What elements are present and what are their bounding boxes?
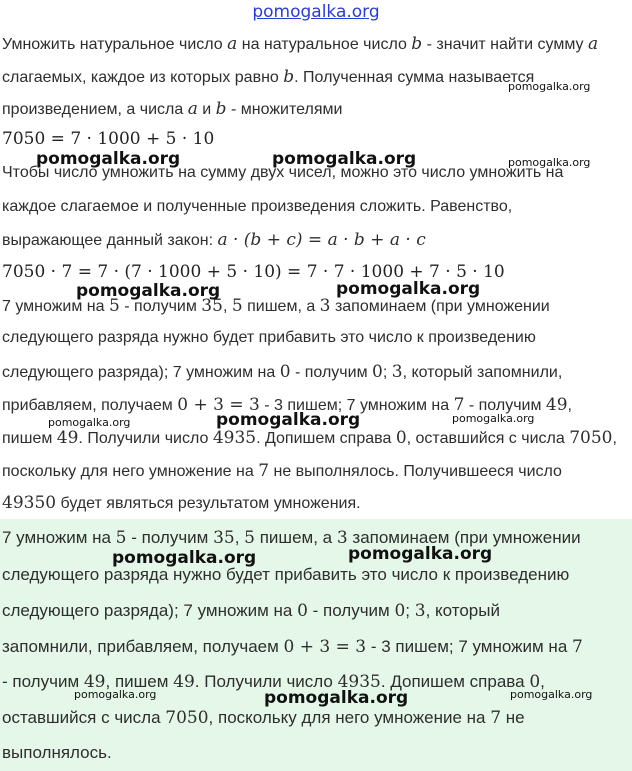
watermark: pomogalka.org (508, 156, 591, 169)
explanation-line-7: 49350 будет являться результатом умножения. (2, 493, 361, 513)
explanation-line-5: пишем 49. Получили число 4935. Допишем справа 0, оставшийся с числа 7050, (2, 428, 617, 448)
explanation-line-6: поскольку для него умножение на 7 не выполнялось. Получившееся число (2, 461, 562, 481)
watermark: pomogalka.org (48, 416, 131, 429)
law-line-1: Чтобы число умножить на сумму двух чисел, можно это число умножить на (2, 164, 564, 181)
formula-multiplication: 7050 · 7 = 7 · (7 · 1000 + 5 · 10) = 7 · 7 · 1000 + 7 · 5 · 10 (2, 262, 505, 282)
watermark: pomogalka.org (74, 688, 157, 701)
answer-line-3: следующего разряда); 7 умножим на 0 - получим 0; 3, который (2, 601, 500, 621)
watermark: pomogalka.org (112, 548, 257, 568)
law-line-2: каждое слагаемое и полученные произведения сложить. Равенство, (2, 198, 513, 215)
definition-line-2: слагаемых, каждое из которых равно b. Полученная сумма называется (2, 67, 535, 87)
watermark: pomogalka.org (510, 688, 593, 701)
explanation-line-3: следующего разряда); 7 умножим на 0 - получим 0; 3, который запомнили, (2, 362, 563, 382)
answer-line-4: запомнили, прибавляем, получаем 0 + 3 = 3 - 3 пишем; 7 умножим на 7 (2, 637, 583, 657)
definition-line-3: произведением, а числа a и b - множителями (2, 99, 343, 119)
definition-line-1: Умножить натуральное число a на натуральное число b - значит найти сумму a (2, 34, 599, 54)
explanation-line-4: прибавляем, получаем 0 + 3 = 3 - 3 пишем; 7 умножим на 7 - получим 49, (2, 395, 572, 415)
watermark: pomogalka.org (452, 412, 535, 425)
answer-box (0, 519, 632, 771)
site-header-link[interactable]: pomogalka.org (252, 2, 380, 22)
watermark: pomogalka.org (76, 281, 221, 301)
watermark: pomogalka.org (216, 410, 361, 430)
watermark: pomogalka.org (264, 688, 409, 708)
explanation-line-2: следующего разряда нужно будет прибавить это число к произведению (2, 329, 536, 346)
watermark: pomogalka.org (508, 80, 591, 93)
answer-line-6: оставшийся с числа 7050, поскольку для него умножение на 7 не (2, 708, 525, 728)
answer-line-2: следующего разряда нужно будет прибавить это число к произведению (2, 565, 570, 584)
watermark: pomogalka.org (348, 544, 493, 564)
formula-expansion: 7050 = 7 · 1000 + 5 · 10 (2, 129, 215, 149)
watermark: pomogalka.org (336, 279, 481, 299)
watermark: pomogalka.org (272, 149, 417, 169)
watermark: pomogalka.org (36, 149, 181, 169)
law-line-3: выражающее данный закон: a · (b + c) = a · b + a · c (2, 230, 426, 250)
explanation-line-1: 7 умножим на 5 - получим 35, 5 пишем, а 3 запоминаем (при умножении (2, 296, 550, 316)
answer-line-1: 7 умножим на 5 - получим 35, 5 пишем, а 3 запоминаем (при умножении (2, 528, 581, 548)
answer-line-7: выполнялось. (2, 743, 112, 762)
answer-line-5: - получим 49, пишем 49. Получили число 4935. Допишем справа 0, (2, 672, 545, 692)
